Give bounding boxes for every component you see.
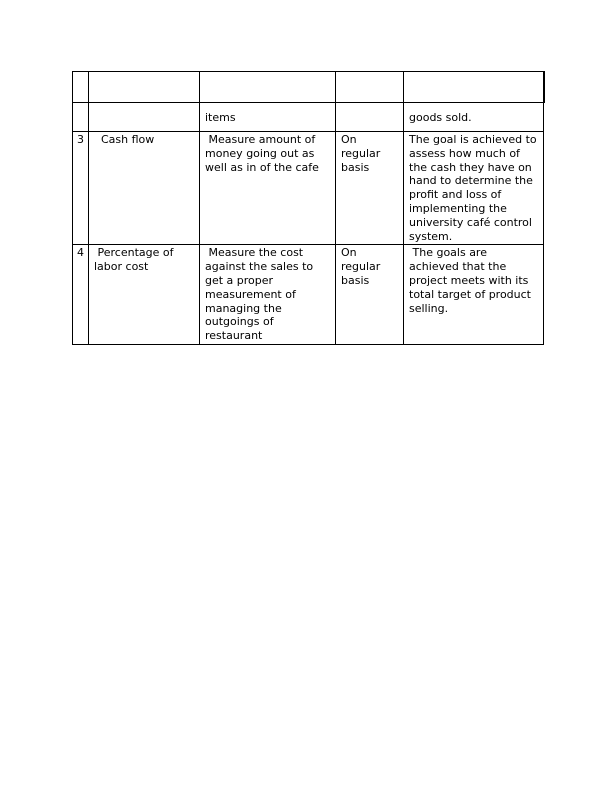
header-cell-description [200,72,336,103]
cell-frequency: On regular basis [336,132,404,245]
cell-description: Measure amount of money going out as well as in of the cafe [200,132,336,245]
cell-description: Measure the cost against the sales to get a proper measurement of managing the outgoings of restaurant [200,245,336,345]
cell-frequency: On regular basis [336,245,404,345]
kpi-table [72,71,545,345]
cell-number [73,103,89,132]
table-row [73,132,544,245]
header-cell-goal [404,72,544,103]
cell-goal: The goal is achieved to assess how much of the cash they have on hand to determine the profit and loss of implementing the university café control system. [404,132,544,245]
table-header-row [73,72,544,103]
cell-number: 3 [73,132,89,245]
table-row-continuation [73,103,544,132]
cell-goal: The goals are achieved that the project meets with its total target of product selling. [404,245,544,345]
header-cell-number [73,72,89,103]
cell-description: items [200,103,336,132]
header-cell-name [89,72,200,103]
cell-goal: goods sold. [404,103,544,132]
cell-name: Percentage of labor cost [89,245,200,345]
cell-name [89,103,200,132]
cell-frequency [336,103,404,132]
cell-name: Cash flow [89,132,200,245]
table-row [73,245,544,345]
cell-number: 4 [73,245,89,345]
header-cell-frequency [336,72,404,103]
